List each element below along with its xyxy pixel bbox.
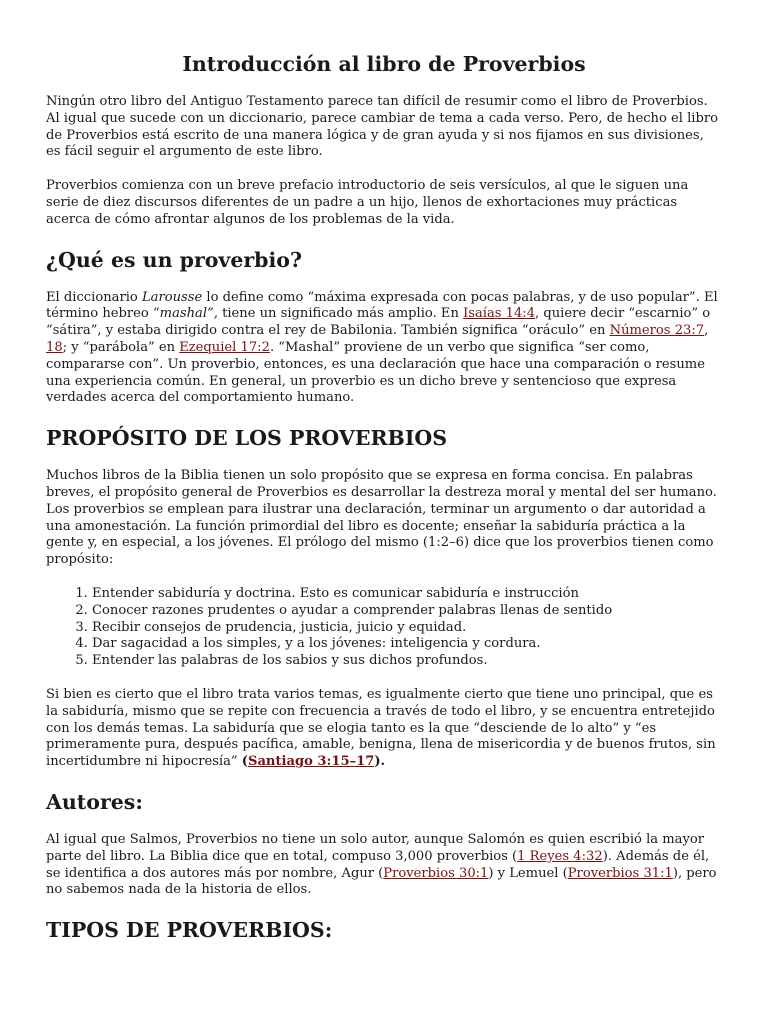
paren-open: ( <box>241 754 248 770</box>
list-item: 1. Entender sabiduría y doctrina. Esto es comunicar sabiduría e instrucción <box>92 586 722 603</box>
paren-close: ). <box>374 754 386 770</box>
link-ezequiel-17-2[interactable]: Ezequiel 17:2 <box>179 339 270 355</box>
text-run: , quiere decir “escarnio” o “sátira”, y estaba dirigido contra el rey de Babilonia. También significa “oráculo” en <box>46 306 711 339</box>
proposito-paragraph-1: Muchos libros de la Biblia tienen un solo propósito que se expresa en forma concisa. En palabras breves, el propósito general de Proverbios es desarrollar la destreza moral y mental del ser humano. Los proverbios se emplean para ilustrar una declaración, terminar un argumento o dar autoridad a una amonestación. La función primordial del libro es docente; enseñar la sabiduría práctica a la gente y, en especial, a los jóvenes. El prólogo del mismo (1:2–6) dice que los proverbios tienen como propósito: <box>46 468 717 568</box>
list-item: 5. Entender las palabras de los sabios y sus dichos profundos. <box>92 653 722 670</box>
text-run: Si bien es cierto que el libro trata varios temas, es igualmente cierto que tiene uno principal, que es la sabiduría, mismo que se repite con frecuencia a través de todo el libro, y se encuentra entretejido con los demás temas. La sabiduría que se elogia tanto es la que “desciende de lo alto” y “es primeramente pura, después pacífica, amable, benigna, llena de misericordia y de buenos frutos, sin incertidumbre ni hipocresía” <box>46 686 716 770</box>
autores-paragraph <box>46 832 722 899</box>
text-run: ) y Lemuel ( <box>488 865 568 881</box>
page-title: Introducción al libro de Proverbios <box>182 52 586 76</box>
heading-proposito: PROPÓSITO DE LOS PROVERBIOS <box>46 426 448 451</box>
text-run: ; y “parábola” en <box>62 339 180 355</box>
link-numeros-23-7[interactable]: Números 23:7 <box>609 323 705 339</box>
proposito-paragraph-2 <box>46 687 722 771</box>
text-run: , <box>704 323 709 339</box>
proposito-list <box>46 586 722 670</box>
list-item: 4. Dar sagacidad a los simples, y a los jóvenes: inteligencia y cordura. <box>92 636 722 653</box>
intro-paragraph-1: Ningún otro libro del Antiguo Testamento parece tan difícil de resumir como el libro de Proverbios. Al igual que sucede con un diccionario, parece cambiar de tema a cada verso. Pero, de hecho el libro de Proverbios está escrito de una manera lógica y de gran ayuda y si nos fijamos en sus divisiones, es fácil seguir el argumento de este libro. <box>46 94 719 160</box>
link-numeros-23-18[interactable]: 18 <box>46 339 63 355</box>
text-run: lo define como “máxima expresada con pocas palabras, y de uso popular”. El término hebreo “ <box>46 289 718 322</box>
text-run: ), pero no sabemos nada de la historia de ellos. <box>46 865 717 898</box>
text-run: tiene un significado más amplio. En <box>217 306 464 322</box>
text-run: ). Además de él, se identifica a dos autores más por nombre, Agur ( <box>46 848 710 881</box>
text-run: El diccionario <box>46 289 142 305</box>
italic-mashal: mashal”, <box>159 306 218 322</box>
list-item: 2. Conocer razones prudentes o ayudar a comprender palabras llenas de sentido <box>92 603 722 620</box>
link-1-reyes-4-32[interactable]: 1 Reyes 4:32 <box>517 848 603 864</box>
list-item: 3. Recibir consejos de prudencia, justicia, juicio y equidad. <box>92 620 722 637</box>
heading-que-es-un-proverbio: ¿Qué es un proverbio? <box>46 247 302 272</box>
link-proverbios-30-1[interactable]: Proverbios 30:1 <box>383 865 489 881</box>
link-santiago-3-15-17[interactable]: Santiago 3:15–17 <box>247 754 375 770</box>
intro-paragraph-2: Proverbios comienza con un breve prefacio introductorio de seis versículos, al que le siguen una serie de diez discursos diferentes de un padre a un hijo, llenos de exhortaciones muy prácticas acerca de cómo afrontar algunos de los problemas de la vida. <box>46 178 689 227</box>
italic-larousse: Larousse <box>141 289 203 305</box>
text-run: Al igual que Salmos, Proverbios no tiene un solo autor, aunque Salomón es quien escribió la mayor parte del libro. La Biblia dice que en total, compuso 3,000 proverbios ( <box>46 831 704 864</box>
heading-autores: Autores: <box>46 789 143 814</box>
text-run: . “Mashal” proviene de un verbo que significa “ser como, compararse con”. Un proverbio, entonces, es una declaración que hace una comparación o resume una experiencia común. En general, un proverbio es un dicho breve y sentencioso que expresa verdades acerca del comportamiento humano. <box>46 339 705 406</box>
link-isaias-14-4[interactable]: Isaías 14:4 <box>463 306 536 322</box>
link-proverbios-31-1[interactable]: Proverbios 31:1 <box>567 865 673 881</box>
proverbio-paragraph <box>46 290 722 408</box>
heading-tipos-de-proverbios: TIPOS DE PROVERBIOS: <box>46 918 333 943</box>
